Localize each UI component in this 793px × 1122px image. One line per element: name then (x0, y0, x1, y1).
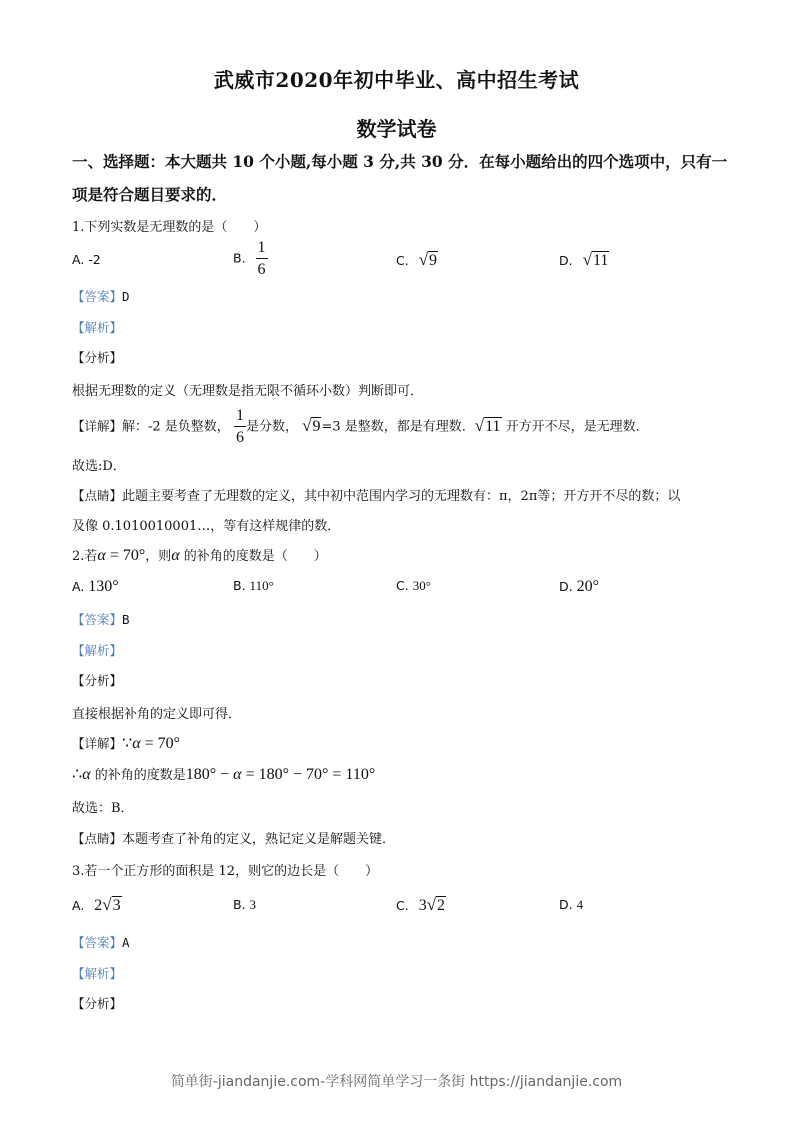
q1-option-d: D. √11 (559, 250, 609, 269)
q1-fenxi-label: 【分析】 (72, 350, 123, 365)
q2-detail: 【详解】∵α = 70° (72, 735, 181, 752)
q2-conclusion: 故选：B． (72, 801, 134, 816)
q1-option-a: A. -2 (72, 252, 101, 267)
section-heading-line1: 一、选择题：本大题共 10 个小题,每小题 3 分,共 30 分．在每小题给出的四个选项中，只有一 (72, 152, 728, 171)
square-root: √9 (302, 415, 321, 435)
q3-analysis-label: 【解析】 (72, 966, 123, 981)
fraction: $\frac{1}{6}$ (257, 239, 266, 278)
square-root: √3 (102, 895, 121, 914)
q1-comment-line1: 【点睛】此题主要考查了无理数的定义，其中初中范围内学习的无理数有：π，2π等；开方开不尽的数；以 (72, 488, 681, 504)
q1-option-b: B. $\frac{1}{6}$ (233, 239, 266, 278)
q1-detail: 【详解】解：-2 是负整数， $\frac{1}{6}$ 是分数， √9=3 是整数，都是有理数．√11 开方开不尽，是无理数． (72, 407, 649, 446)
q3-option-b: B. 3 (233, 897, 257, 912)
q2-therefore: ∴α 的补角的度数是180° − α = 180° − 70° = 110° (72, 766, 376, 783)
fraction: $\frac{1}{6}$ (235, 407, 244, 446)
q1-answer: 【答案】D (72, 289, 130, 304)
page-title: 武威市2020年初中毕业、高中招生考试 (213, 68, 580, 92)
q2-comment: 【点睛】本题考查了补角的定义，熟记定义是解题关键． (72, 831, 396, 847)
q1-fenxi-text: 根据无理数的定义（无理数是指无限不循环小数）判断即可． (72, 384, 424, 399)
square-root: √9 (418, 250, 438, 269)
question-1-stem: 1.下列实数是无理数的是（ ） (72, 220, 267, 235)
q3-fenxi-label: 【分析】 (72, 996, 123, 1011)
question-3-stem: 3.若一个正方形的面积是 12，则它的边长是（ ） (72, 864, 379, 879)
q3-option-c: C. 3√2 (396, 895, 446, 914)
q2-fenxi-label: 【分析】 (72, 673, 123, 688)
q3-answer: 【答案】A (72, 935, 130, 950)
q2-option-b: B. 110° (233, 578, 274, 593)
q2-answer: 【答案】B (72, 612, 130, 627)
square-root: √11 (582, 250, 609, 269)
section-heading-line2: 项是符合题目要求的． (72, 185, 228, 204)
page-subtitle: 数学试卷 (356, 117, 437, 141)
q1-conclusion: 故选:D． (72, 459, 126, 474)
q1-comment-line2: 及像 0.1010010001…，等有这样规律的数． (72, 519, 341, 534)
q1-analysis-label: 【解析】 (72, 320, 123, 335)
footer-watermark: 简单街-jiandanjie.com-学科网简单学习一条街 https://jiandanjie.com (170, 1074, 623, 1090)
q3-option-d: D. 4 (559, 897, 584, 912)
question-2-stem: 2.若α = 70°，则α 的补角的度数是（ ） (72, 547, 327, 564)
q2-analysis-label: 【解析】 (72, 643, 123, 658)
q1-option-c: C. √9 (396, 250, 438, 269)
q3-option-a: A. 2√3 (72, 895, 121, 914)
square-root: √2 (426, 895, 446, 914)
square-root: √11 (474, 415, 501, 435)
q2-option-d: D. 20° (559, 578, 599, 595)
q2-option-a: A. 130° (72, 578, 119, 595)
q2-option-c: C. 30° (396, 578, 431, 593)
q2-fenxi-text: 直接根据补角的定义即可得． (72, 707, 242, 722)
